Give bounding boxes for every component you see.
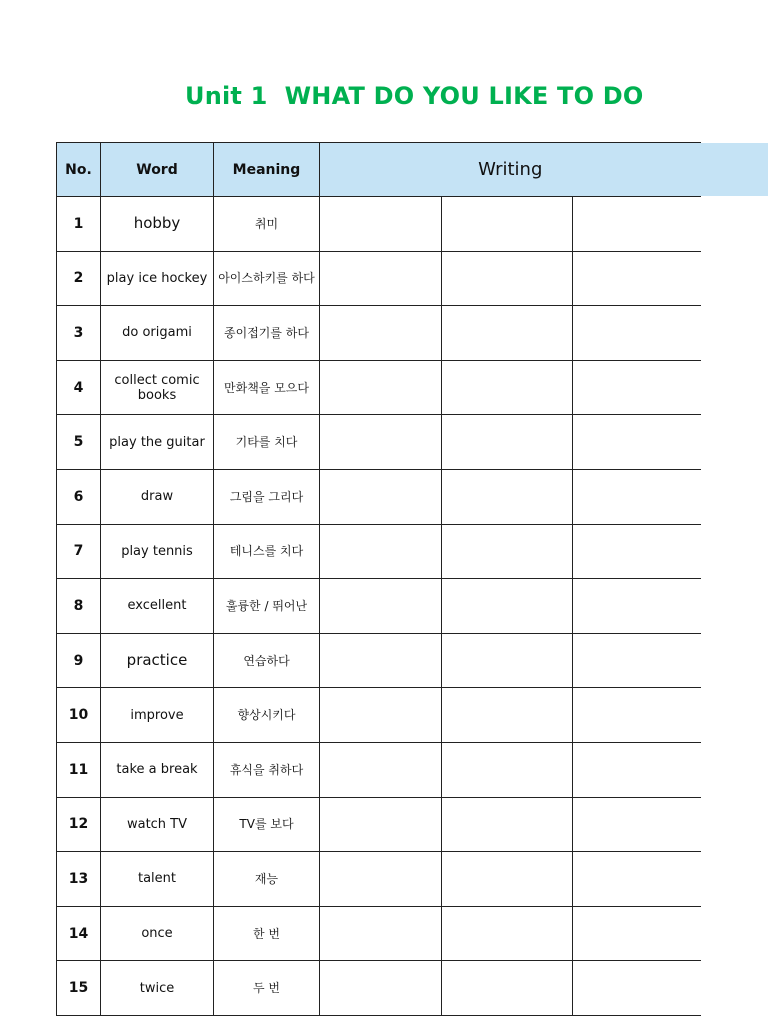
vocab-meaning: 그림을 그리다 [214,469,320,524]
writing-cell [320,688,442,743]
vocab-meaning: 아이스하키를 하다 [214,251,320,306]
row-number: 10 [57,688,101,743]
writing-cell [573,197,701,252]
vocab-meaning: 한 번 [214,906,320,961]
row-number: 14 [57,906,101,961]
vocab-word: play tennis [101,524,214,579]
writing-cell [320,197,442,252]
writing-cell [442,360,573,415]
row-number: 8 [57,579,101,634]
table-row [57,742,701,797]
writing-cell [573,524,701,579]
writing-cell [320,961,442,1016]
vocab-word: practice [101,633,214,688]
row-number: 2 [57,251,101,306]
row-number: 11 [57,742,101,797]
row-number: 5 [57,415,101,470]
writing-cell [442,852,573,907]
writing-cell [320,251,442,306]
table-row [57,906,701,961]
writing-cell [442,524,573,579]
table-row [57,633,701,688]
page-title: Unit 1 WHAT DO YOU LIKE TO DO [185,82,644,110]
writing-cell [320,906,442,961]
table-row [57,360,701,415]
writing-cell [442,306,573,361]
writing-cell [320,415,442,470]
vocab-word: take a break [101,742,214,797]
writing-cell [573,742,701,797]
table-row [57,579,701,634]
table-body [57,197,701,1016]
writing-cell [442,742,573,797]
vocab-word: play the guitar [101,415,214,470]
table-row [57,961,701,1016]
writing-cell [320,469,442,524]
table-row [57,524,701,579]
table-row [57,306,701,361]
table-row [57,251,701,306]
writing-cell [573,251,701,306]
writing-cell [573,961,701,1016]
vocab-word: talent [101,852,214,907]
vocab-word: play ice hockey [101,251,214,306]
writing-cell [442,415,573,470]
vocab-word: hobby [101,197,214,252]
header-writing: Writing [320,143,701,197]
vocab-word: draw [101,469,214,524]
vocab-word: collect comic books [101,360,214,415]
vocab-meaning: TV를 보다 [214,797,320,852]
vocab-meaning: 재능 [214,852,320,907]
writing-cell [320,360,442,415]
row-number: 13 [57,852,101,907]
vocab-meaning: 테니스를 치다 [214,524,320,579]
vocab-word: watch TV [101,797,214,852]
vocab-meaning: 만화책을 모으다 [214,360,320,415]
writing-cell [442,906,573,961]
writing-cell [573,906,701,961]
writing-cell [320,306,442,361]
vocab-word: excellent [101,579,214,634]
table-row [57,688,701,743]
vocab-word: improve [101,688,214,743]
vocab-meaning: 두 번 [214,961,320,1016]
header-no: No. [57,143,101,197]
writing-cell [320,524,442,579]
writing-cell [442,688,573,743]
writing-cell [320,579,442,634]
writing-cell [320,633,442,688]
vocab-meaning: 연습하다 [214,633,320,688]
vocab-meaning: 향상시키다 [214,688,320,743]
writing-cell [442,579,573,634]
header-word: Word [101,143,214,197]
row-number: 7 [57,524,101,579]
writing-cell [442,251,573,306]
writing-cell [320,742,442,797]
row-number: 9 [57,633,101,688]
row-number: 6 [57,469,101,524]
writing-cell [573,852,701,907]
writing-cell [573,360,701,415]
writing-cell [573,469,701,524]
table-row [57,852,701,907]
writing-cell [573,306,701,361]
writing-cell [573,688,701,743]
table-row [57,197,701,252]
row-number: 12 [57,797,101,852]
vocab-meaning: 취미 [214,197,320,252]
writing-cell [573,415,701,470]
vocab-meaning: 휴식을 취하다 [214,742,320,797]
vocab-word: do origami [101,306,214,361]
table-header-row [57,143,701,197]
vocab-word: once [101,906,214,961]
writing-cell [442,197,573,252]
vocab-meaning: 기타를 치다 [214,415,320,470]
table-row [57,469,701,524]
writing-header-extension [700,143,768,196]
table-row [57,797,701,852]
vocab-meaning: 종이접기를 하다 [214,306,320,361]
row-number: 4 [57,360,101,415]
writing-cell [573,633,701,688]
writing-cell [442,469,573,524]
writing-cell [573,797,701,852]
row-number: 3 [57,306,101,361]
writing-cell [320,797,442,852]
row-number: 1 [57,197,101,252]
vocab-word: twice [101,961,214,1016]
writing-cell [442,633,573,688]
vocabulary-table [56,142,701,1016]
writing-cell [573,579,701,634]
row-number: 15 [57,961,101,1016]
vocab-meaning: 훌륭한 / 뛰어난 [214,579,320,634]
writing-cell [442,797,573,852]
header-meaning: Meaning [214,143,320,197]
writing-cell [442,961,573,1016]
writing-cell [320,852,442,907]
table-row [57,415,701,470]
